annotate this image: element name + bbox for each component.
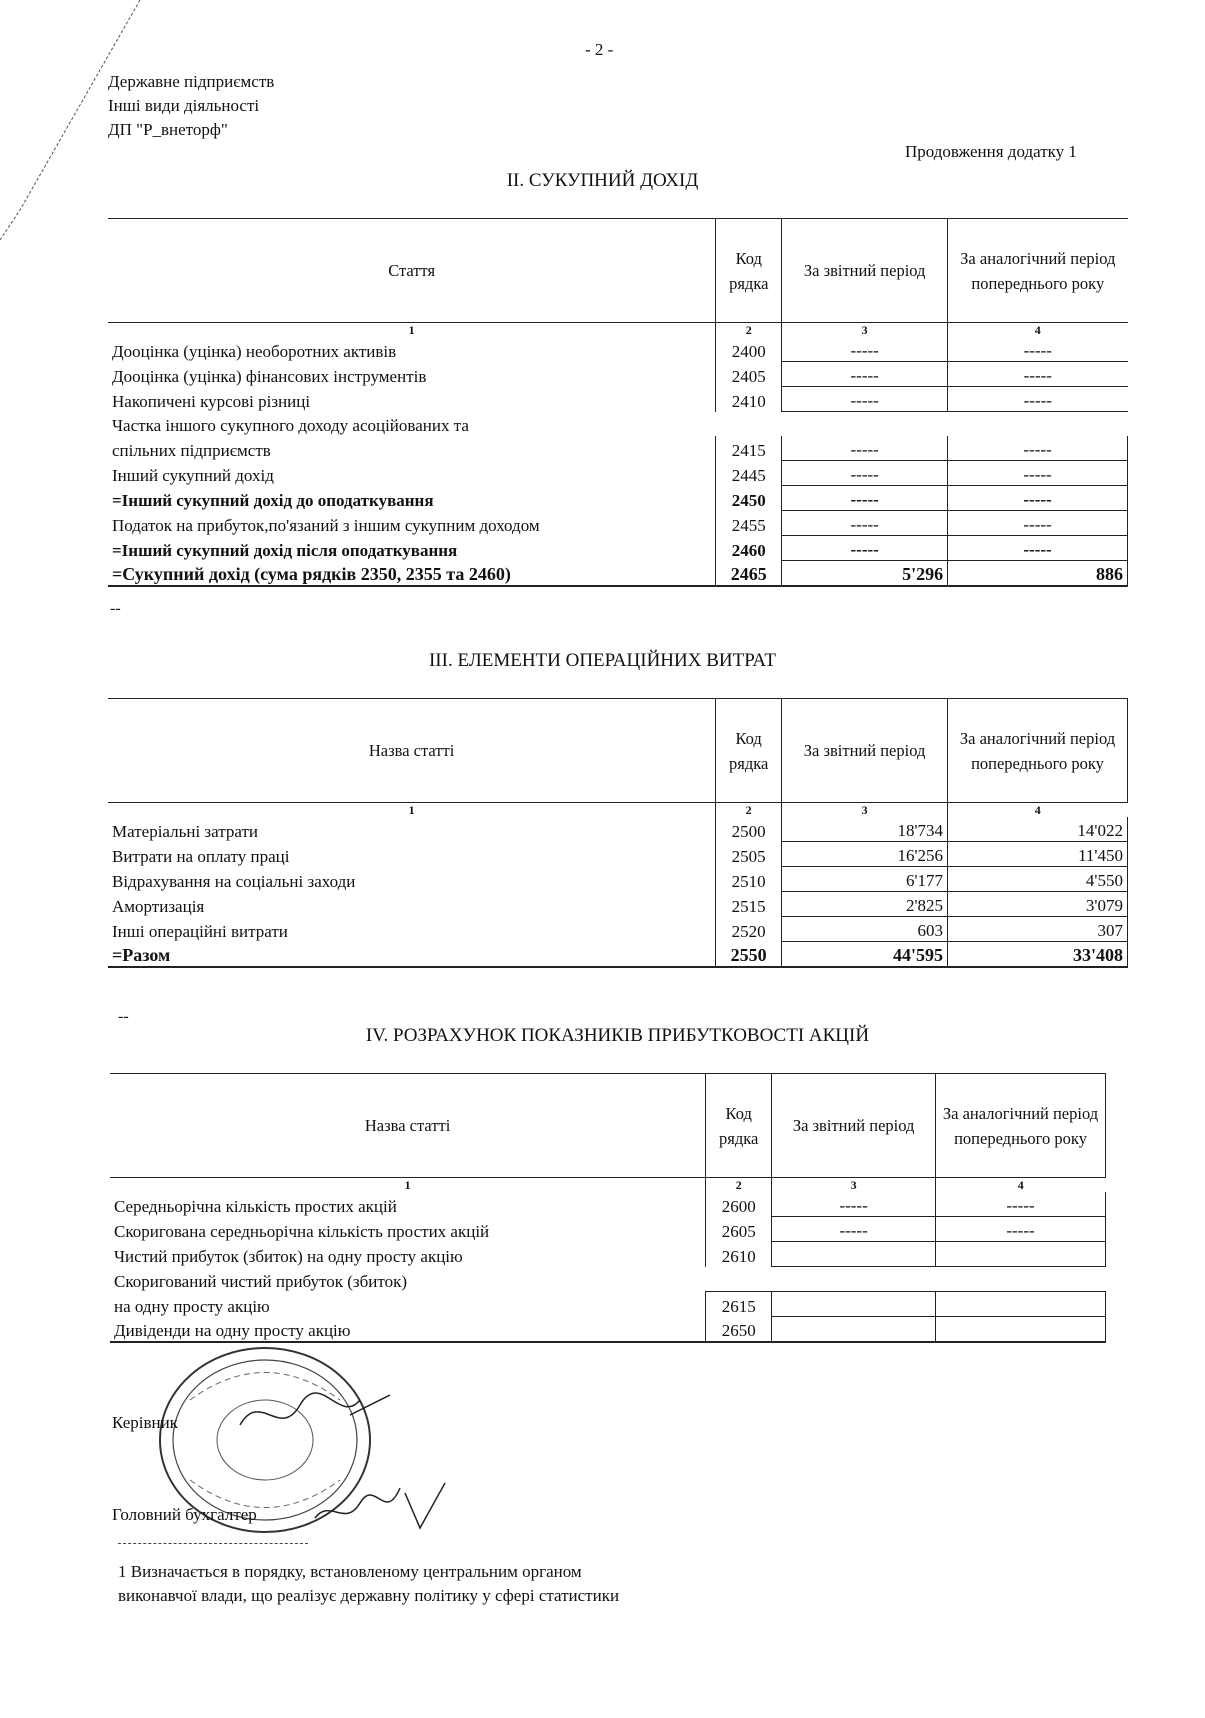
row-previous: ----- (948, 337, 1128, 362)
row-name: Дооцінка (уцінка) фінансових інструментів (112, 366, 427, 386)
row-current (772, 1292, 936, 1317)
row-previous (948, 412, 1128, 437)
row-name: Частка іншого сукупного доходу асоційованих та (112, 416, 469, 435)
row-current: ----- (782, 436, 948, 461)
row-current: ----- (782, 461, 948, 486)
section-3-title: ІІІ. ЕЛЕМЕНТИ ОПЕРАЦІЙНИХ ВИТРАТ (428, 650, 776, 671)
row-code: 2550 (716, 942, 782, 968)
signature-head (230, 1385, 410, 1445)
table-row-total (108, 942, 1128, 968)
row-code: 2445 (716, 461, 782, 486)
table-row (108, 511, 1128, 536)
colnum: 4 (948, 323, 1128, 338)
table-row (110, 1217, 1106, 1242)
header-previous: За аналогічний період попереднього року (936, 1074, 1106, 1178)
row-code: 2505 (716, 842, 782, 867)
row-code: 2600 (706, 1192, 772, 1217)
separator-mark: -- (118, 1008, 129, 1025)
row-name: на одну просту акцію (114, 1296, 270, 1316)
page-number: - 2 - (585, 40, 614, 59)
row-current: 5'296 (782, 561, 948, 587)
row-name: Відрахування на соціальні заходи (112, 871, 356, 891)
row-current: 16'256 (782, 842, 948, 867)
table-row (108, 917, 1128, 942)
organization-block (108, 70, 274, 142)
row-current: 6'177 (782, 867, 948, 892)
header-current: За звітний період (782, 219, 948, 323)
header-current: За звітний період (772, 1074, 936, 1178)
row-current: ----- (782, 387, 948, 412)
table-row (108, 337, 1128, 362)
table-row (108, 461, 1128, 486)
row-current (772, 1242, 936, 1267)
section-2-table (108, 218, 1128, 587)
table-row (108, 867, 1128, 892)
row-previous (936, 1267, 1106, 1292)
org-line-1: Державне підприємств (108, 72, 275, 91)
continuation-note: Продовження додатку 1 (905, 142, 1077, 161)
table-row (110, 1192, 1106, 1217)
row-current: 44'595 (782, 942, 948, 968)
row-name: Скоригований чистий прибуток (збиток) (114, 1271, 408, 1291)
signature-accountant (305, 1478, 455, 1538)
row-previous: 886 (948, 561, 1128, 587)
table-row (108, 536, 1128, 561)
row-previous (936, 1317, 1106, 1343)
section-3-table (108, 698, 1128, 968)
row-code (716, 412, 782, 437)
row-code: 2510 (716, 867, 782, 892)
row-previous: 3'079 (948, 892, 1128, 917)
row-previous: ----- (948, 436, 1128, 461)
colnum: 4 (936, 1178, 1106, 1193)
row-previous: ----- (936, 1192, 1106, 1217)
row-current: 2'825 (782, 892, 948, 917)
row-name: Дивіденди на одну просту акцію (110, 1317, 706, 1343)
row-name: спільних підприємств (112, 440, 271, 460)
row-code: 2460 (716, 536, 782, 561)
colnum: 1 (110, 1178, 706, 1193)
section-4-table (110, 1073, 1106, 1343)
row-previous: ----- (948, 387, 1128, 412)
row-name: Інший сукупний дохід (112, 465, 274, 485)
table-row (108, 892, 1128, 917)
row-name: Накопичені курсові різниці (112, 391, 311, 411)
header-previous: За аналогічний період попереднього року (948, 699, 1128, 803)
table-row (108, 412, 1128, 437)
header-code: Код рядка (716, 699, 782, 803)
row-name: Чистий прибуток (збиток) на одну просту акцію (114, 1246, 463, 1266)
table-row (108, 387, 1128, 412)
header-code: Код рядка (716, 219, 782, 323)
row-code: 2520 (716, 917, 782, 942)
row-previous (936, 1292, 1106, 1317)
table-row (110, 1242, 1106, 1267)
colnum: 2 (716, 323, 782, 338)
table-row (108, 486, 1128, 511)
row-code: 2615 (706, 1292, 772, 1317)
row-previous: ----- (948, 461, 1128, 486)
separator-mark: -- (110, 600, 121, 617)
footnote (118, 1560, 619, 1608)
row-previous: 307 (948, 917, 1128, 942)
footnote-line-1: 1 Визначається в порядку, встановленому центральним органом (118, 1562, 582, 1581)
signature-accountant-label: Головний бухгалтер (112, 1505, 257, 1524)
row-name: =Разом (108, 942, 716, 968)
row-name: =Сукупний дохід (сума рядків 2350, 2355 та 2460) (108, 561, 716, 587)
row-current: 18'734 (782, 817, 948, 842)
row-code (706, 1267, 772, 1292)
row-code: 2515 (716, 892, 782, 917)
row-current: ----- (772, 1192, 936, 1217)
row-current: ----- (782, 536, 948, 561)
row-code: 2605 (706, 1217, 772, 1242)
table-row (108, 817, 1128, 842)
table-row (108, 842, 1128, 867)
colnum: 3 (772, 1178, 936, 1193)
section-2-title: ІІ. СУКУПНИЙ ДОХІД (506, 170, 699, 191)
row-previous (936, 1242, 1106, 1267)
row-previous: ----- (948, 511, 1128, 536)
row-current (772, 1267, 936, 1292)
row-name: Скоригована середньорічна кількість простих акцій (114, 1221, 490, 1241)
row-previous: 14'022 (948, 817, 1128, 842)
colnum: 2 (716, 803, 782, 818)
table-row (110, 1292, 1106, 1317)
header-article: Стаття (108, 219, 716, 323)
row-previous: ----- (948, 362, 1128, 387)
footnote-separator (118, 1543, 308, 1544)
row-code: 2410 (716, 387, 782, 412)
row-name: Матеріальні затрати (112, 821, 259, 841)
row-previous: ----- (948, 486, 1128, 511)
row-code: 2455 (716, 511, 782, 536)
table-row (110, 1267, 1106, 1292)
row-code: 2400 (716, 337, 782, 362)
header-code: Код рядка (706, 1074, 772, 1178)
signature-head-label: Керівник (112, 1413, 178, 1432)
row-current: ----- (782, 486, 948, 511)
row-code: 2650 (706, 1317, 772, 1343)
row-current: ----- (782, 511, 948, 536)
row-name: Дооцінка (уцінка) необоротних активів (112, 341, 397, 361)
row-previous: 4'550 (948, 867, 1128, 892)
row-current (782, 412, 948, 437)
header-name: Назва статті (108, 699, 716, 803)
row-previous: ----- (948, 536, 1128, 561)
colnum: 3 (782, 803, 948, 818)
row-name: =Інший сукупний дохід після оподаткування (112, 540, 458, 560)
row-previous: ----- (936, 1217, 1106, 1242)
row-name: Інші операційні витрати (112, 921, 288, 941)
row-name: =Інший сукупний дохід до оподаткування (112, 490, 434, 510)
row-name: Витрати на оплату праці (112, 846, 290, 866)
header-previous: За аналогічний період попереднього року (948, 219, 1128, 323)
org-line-3: ДП "Р_внеторф" (108, 120, 228, 139)
row-name: Амортизація (112, 896, 205, 916)
row-code: 2415 (716, 436, 782, 461)
footnote-line-2: виконавчої влади, що реалізує державну політику у сфері статистики (118, 1586, 620, 1605)
table-row (108, 436, 1128, 461)
section-4-title: IV. РОЗРАХУНОК ПОКАЗНИКІВ ПРИБУТКОВОСТІ АКЦІЙ (365, 1025, 870, 1046)
row-current (772, 1317, 936, 1343)
row-name: Середньорічна кількість простих акцій (114, 1196, 397, 1216)
row-code: 2610 (706, 1242, 772, 1267)
colnum: 3 (782, 323, 948, 338)
row-code: 2465 (716, 561, 782, 587)
row-code: 2405 (716, 362, 782, 387)
row-code: 2500 (716, 817, 782, 842)
colnum: 1 (108, 323, 716, 338)
colnum: 4 (948, 803, 1128, 818)
header-current: За звітний період (782, 699, 948, 803)
row-current: ----- (782, 337, 948, 362)
colnum: 1 (108, 803, 716, 818)
colnum: 2 (706, 1178, 772, 1193)
table-row (108, 362, 1128, 387)
row-current: 603 (782, 917, 948, 942)
row-previous: 11'450 (948, 842, 1128, 867)
table-row (110, 1317, 1106, 1343)
org-line-2: Інші види діяльності (108, 96, 260, 115)
row-current: ----- (772, 1217, 936, 1242)
table-row-total (108, 561, 1128, 587)
row-previous: 33'408 (948, 942, 1128, 968)
header-name: Назва статті (110, 1074, 706, 1178)
row-code: 2450 (716, 486, 782, 511)
row-name: Податок на прибуток,по'язаний з іншим сукупним доходом (112, 515, 540, 535)
row-current: ----- (782, 362, 948, 387)
